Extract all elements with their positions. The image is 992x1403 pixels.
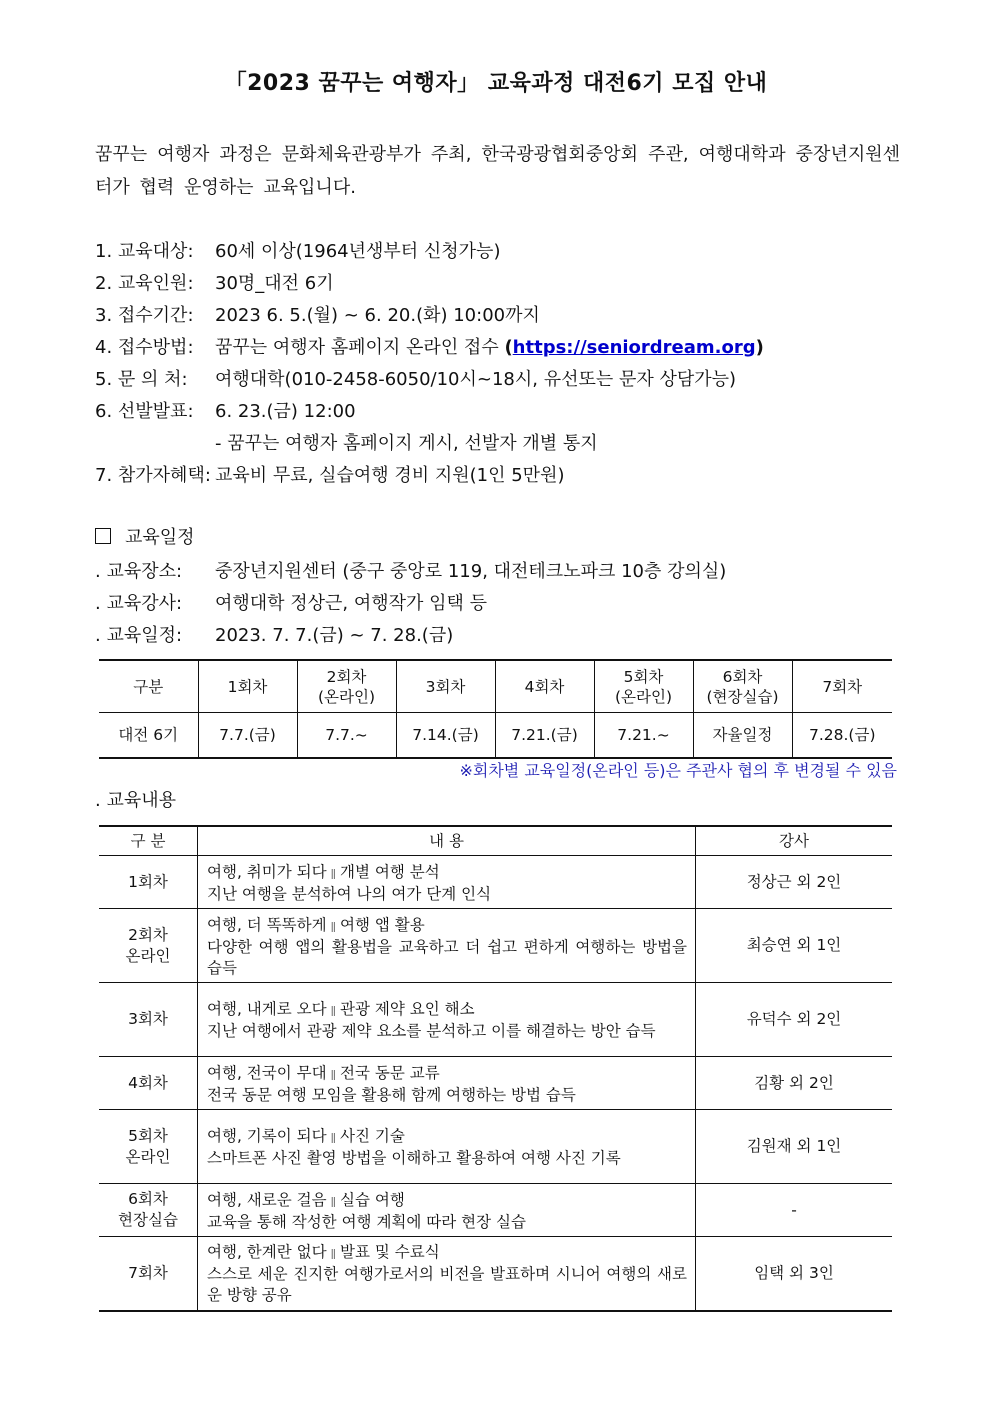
content-cell <box>198 909 696 983</box>
content-desc: 교육을 통해 작성한 여행 계획에 따라 현장 실습 <box>207 1212 526 1231</box>
content-topic: 여행 앱 활용 <box>340 915 425 934</box>
table-row <box>99 1110 892 1184</box>
schedule-heading <box>95 523 195 549</box>
table-header-cell <box>297 660 396 713</box>
table-cell: 자율일정 <box>693 713 792 759</box>
table-cell: 대전 6기 <box>99 713 198 759</box>
info-value: 여행대학(010-2458-6050/10시~18시, 유선또는 문자 상담가능) <box>215 369 737 390</box>
separator-icon: ǁ <box>330 919 337 933</box>
table-header-cell: 1회차 <box>198 660 297 713</box>
paren-open: ( <box>504 337 513 358</box>
content-table <box>99 825 892 1312</box>
table-header-cell: 강사 <box>696 826 893 856</box>
info-label: 2. 교육인원: <box>95 273 194 294</box>
separator-icon: ǁ <box>330 1067 337 1081</box>
instructor-cell: - <box>696 1184 893 1237</box>
session-cell <box>99 909 198 983</box>
info-value: 60세 이상(1964년생부터 신청가능) <box>215 241 501 262</box>
separator-icon: ǁ <box>330 1131 337 1144</box>
session-label: 4회차 <box>128 1073 168 1092</box>
info-value: 30명_대전 6기 <box>215 273 334 294</box>
session-label: 2회차 <box>128 925 168 944</box>
info-item-announcement-sub: - 꿈꾸는 여행자 홈페이지 게시, 선발자 개별 통지 <box>215 433 598 454</box>
content-title: 여행, 전국이 무대 <box>207 1063 327 1082</box>
instructor-cell: 유덕수 외 2인 <box>696 983 893 1057</box>
schedule-value: 여행대학 정상근, 여행작가 임택 등 <box>215 593 488 614</box>
schedule-line-venue <box>95 556 915 588</box>
content-desc: 전국 동문 여행 모임을 활용해 함께 여행하는 방법 습득 <box>207 1085 576 1104</box>
separator-icon: ǁ <box>330 1194 337 1208</box>
table-cell: 7.7.~ <box>297 713 396 759</box>
session-cell <box>99 1110 198 1184</box>
content-title: 여행, 기록이 되다 <box>207 1127 327 1145</box>
table-header-cell <box>693 660 792 713</box>
content-topic: 발표 및 수료식 <box>340 1243 440 1262</box>
content-title: 여행, 취미가 되다 <box>207 862 327 881</box>
content-desc: 다양한 여행 앱의 활용법을 교육하고 더 쉽고 편하게 여행하는 방법을 습득 <box>207 937 687 977</box>
info-list <box>95 236 915 492</box>
table-header-cell: 구분 <box>99 660 198 713</box>
table-header-cell: 4회차 <box>495 660 594 713</box>
info-item-period <box>95 300 915 332</box>
session-cell <box>99 1237 198 1311</box>
content-title: 여행, 더 똑똑하게 <box>207 915 327 934</box>
info-label: 3. 접수기간: <box>95 305 194 326</box>
session-cell <box>99 983 198 1057</box>
info-item-contact <box>95 364 915 396</box>
table-header-cell: 구 분 <box>99 826 198 856</box>
schedule-lines <box>95 556 915 652</box>
instructor-cell: 임택 외 3인 <box>696 1237 893 1311</box>
instructor-cell: 김원재 외 1인 <box>696 1110 893 1184</box>
schedule-line-instructors <box>95 588 915 620</box>
table-header-cell: 내 용 <box>198 826 696 856</box>
content-cell <box>198 1057 696 1110</box>
intro-paragraph: 꿈꾸는 여행자 과정은 문화체육관광부가 주최, 한국광광협회중앙회 주관, 여행대학과 중장년지원센터가 협력 운영하는 교육입니다. <box>95 144 900 198</box>
info-item-target <box>95 236 915 268</box>
schedule-table <box>99 659 892 759</box>
table-header-cell: 7회차 <box>792 660 892 713</box>
page-title: 「2023 꿈꾸는 여행자」 교육과정 대전6기 모집 안내 <box>224 71 768 96</box>
content-desc: 지난 여행에서 관광 제약 요소를 분석하고 이를 해결하는 방안 습득 <box>207 1022 656 1040</box>
table-header-cell <box>594 660 693 713</box>
session-cell <box>99 1184 198 1237</box>
session-sublabel: 온라인 <box>125 1147 171 1166</box>
header-line: 6회차 <box>722 667 763 686</box>
info-value: 꿈꾸는 여행자 홈페이지 온라인 접수 <box>215 337 505 358</box>
schedule-label: . 교육장소: <box>95 561 183 582</box>
homepage-link[interactable]: https://seniordream.org <box>512 337 756 358</box>
session-sublabel: 온라인 <box>125 946 171 965</box>
instructor-cell: 김황 외 2인 <box>696 1057 893 1110</box>
table-row <box>99 909 892 983</box>
session-sublabel: 현장실습 <box>118 1211 178 1229</box>
session-label: 3회차 <box>128 1010 168 1028</box>
info-item-benefits <box>95 460 915 492</box>
schedule-heading-text: 교육일정 <box>125 527 195 548</box>
info-label: 6. 선발발표: <box>95 401 194 422</box>
schedule-table-row <box>99 713 892 759</box>
table-header-cell: 3회차 <box>396 660 495 713</box>
table-row <box>99 856 892 909</box>
session-cell <box>99 856 198 909</box>
session-cell <box>99 1057 198 1110</box>
table-cell: 7.21.(금) <box>495 713 594 759</box>
table-row <box>99 1184 892 1237</box>
session-label: 5회차 <box>128 1126 168 1145</box>
content-desc: 지난 여행을 분석하여 나의 여가 단계 인식 <box>207 884 492 903</box>
separator-icon: ǁ <box>330 866 337 880</box>
content-topic: 전국 동문 교류 <box>340 1063 440 1082</box>
header-line: 2회차 <box>326 667 367 686</box>
info-item-capacity <box>95 268 915 300</box>
table-cell: 7.14.(금) <box>396 713 495 759</box>
session-label: 6회차 <box>128 1190 168 1208</box>
schedule-value: 중장년지원센터 (중구 중앙로 119, 대전테크노파크 10층 강의실) <box>215 561 727 582</box>
info-value: 6. 23.(금) 12:00 <box>215 401 356 422</box>
content-heading: . 교육내용 <box>95 790 176 811</box>
header-line: (온라인) <box>614 687 672 706</box>
header-line: (온라인) <box>317 687 375 706</box>
table-cell: 7.28.(금) <box>792 713 892 759</box>
info-value: 교육비 무료, 실습여행 경비 지원(1인 5만원) <box>215 465 565 486</box>
table-row <box>99 1237 892 1311</box>
info-item-method <box>95 332 915 364</box>
info-label: 1. 교육대상: <box>95 241 194 262</box>
separator-icon: ǁ <box>330 1247 337 1261</box>
instructor-cell: 정상근 외 2인 <box>696 856 893 909</box>
table-row <box>99 1057 892 1110</box>
table-row <box>99 983 892 1057</box>
paren-close: ) <box>755 337 764 358</box>
session-label: 1회차 <box>128 872 168 891</box>
schedule-line-dates <box>95 620 915 652</box>
info-label: 5. 문 의 처: <box>95 369 188 390</box>
content-topic: 개별 여행 분석 <box>340 862 440 881</box>
schedule-label: . 교육강사: <box>95 593 183 614</box>
schedule-note: ※회차별 교육일정(온라인 등)은 주관사 협의 후 변경될 수 있음 <box>459 761 897 780</box>
table-cell: 7.7.(금) <box>198 713 297 759</box>
content-cell <box>198 983 696 1057</box>
info-item-announcement <box>95 396 915 428</box>
schedule-table-header <box>99 660 892 713</box>
info-label: 7. 참가자혜택: <box>95 465 211 486</box>
content-title: 여행, 내게로 오다 <box>207 1000 327 1018</box>
schedule-value: 2023. 7. 7.(금) ~ 7. 28.(금) <box>215 625 454 646</box>
content-topic: 사진 기술 <box>340 1127 405 1145</box>
content-topic: 관광 제약 요인 해소 <box>340 1000 475 1018</box>
content-topic: 실습 여행 <box>340 1190 405 1209</box>
content-desc: 스스로 세운 진지한 여행가로서의 비전을 발표하며 시니어 여행의 새로운 방향 공유 <box>207 1265 687 1305</box>
header-line: (현장실습) <box>706 687 779 706</box>
separator-icon: ǁ <box>330 1004 337 1017</box>
header-line: 5회차 <box>623 667 664 686</box>
info-label: 4. 접수방법: <box>95 337 194 358</box>
content-title: 여행, 새로운 걸음 <box>207 1190 327 1209</box>
table-cell: 7.21.~ <box>594 713 693 759</box>
content-table-header <box>99 826 892 856</box>
checkbox-square-icon <box>95 528 111 544</box>
instructor-cell: 최승연 외 1인 <box>696 909 893 983</box>
content-cell <box>198 856 696 909</box>
session-label: 7회차 <box>128 1263 168 1282</box>
content-cell <box>198 1237 696 1311</box>
content-title: 여행, 한계란 없다 <box>207 1243 327 1262</box>
content-cell <box>198 1110 696 1184</box>
schedule-label: . 교육일정: <box>95 625 183 646</box>
content-cell <box>198 1184 696 1237</box>
content-desc: 스마트폰 사진 촬영 방법을 이해하고 활용하여 여행 사진 기록 <box>207 1149 621 1167</box>
info-value: 2023 6. 5.(월) ~ 6. 20.(화) 10:00까지 <box>215 305 540 326</box>
